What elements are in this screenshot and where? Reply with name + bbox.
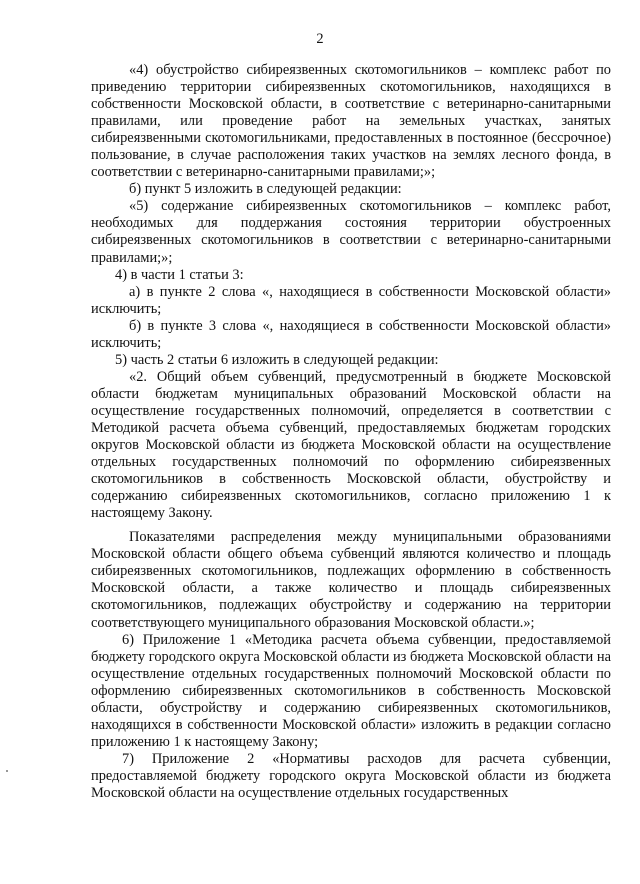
scan-speck xyxy=(6,770,8,772)
paragraph-subitem-b: б) пункт 5 изложить в следующей редакции: xyxy=(129,181,402,198)
paragraph-item-5-definition: «5) содержание сибиреязвенных скотомогильников – комплекс работ, необходимых для поддержания состояния территории обустроенных сибиреязвенных скотомогильников в соответствии с ветеринарно-санитарными правилами;»; xyxy=(91,198,611,266)
paragraph-subitem-a: а) в пункте 2 слова «, находящиеся в собственности Московской области» исключить; xyxy=(91,283,611,317)
document-body xyxy=(91,62,611,802)
paragraph-article-6-part-2: «2. Общий объем субвенций, предусмотренный в бюджете Московской области бюджетам муниципальных образований Московской области на осуществление государственных полномочий, определяется в соответствии с Методикой расчета объема субвенций, предоставляемых бюджетам городских округов Московской области из бюджета Московской области на осуществление отдельных государственных полномочий по оформлению сибиреязвенных скотомогильников в собственность Московской области, обустройству и содержанию сибиреязвенных скотомогильников, согласно приложению 1 к настоящему Закону. xyxy=(91,368,611,522)
paragraph-point-5: 5) часть 2 статьи 6 изложить в следующей редакции: xyxy=(115,351,439,368)
page-number: 2 xyxy=(316,31,324,47)
paragraph-item-4-definition: «4) обустройство сибиреязвенных скотомогильников – комплекс работ по приведению территории сибиреязвенных скотомогильников, находящихся в собственности Московской области, в соответствие с ветеринарно-санитарными правилами, или проведение работ на земельных участках, занятых сибиреязвенными скотомогильниками, предоставленных в постоянное (бессрочное) пользование, в случае расположения таких участков на землях лесного фонда, в соответствии с ветеринарно-санитарными правилами;»; xyxy=(91,62,611,181)
paragraph-point-6: 6) Приложение 1 «Методика расчета объема субвенции, предоставляемой бюджету городского округа Московской области из бюджета Московской области на осуществление отдельных государственных полномочий Московской области по оформлению сибиреязвенных скотомогильников в собственность Московской области, обустройству и содержанию сибиреязвенных скотомогильников, находящихся в собственности Московской области» изложить в редакции согласно приложению 1 к настоящему Закону; xyxy=(91,631,611,750)
paragraph-distribution-indicators: Показателями распределения между муниципальными образованиями Московской области общего объема субвенций являются количество и площадь сибиреязвенных скотомогильников, подлежащих оформлению в собственность Московской области, а также количество и площадь сибиреязвенных скотомогильников, подлежащих обустройству и содержанию на территории соответствующего муниципального образования Московской области.»; xyxy=(91,529,611,631)
paragraph-point-4: 4) в части 1 статьи 3: xyxy=(115,266,244,283)
paragraph-point-7: 7) Приложение 2 «Нормативы расходов для расчета субвенции, предоставляемой бюджету городского округа Московской области из бюджета Московской области на осуществление отдельных государственных xyxy=(91,750,611,801)
paragraph-subitem-b2: б) в пункте 3 слова «, находящиеся в собственности Московской области» исключить; xyxy=(91,317,611,351)
